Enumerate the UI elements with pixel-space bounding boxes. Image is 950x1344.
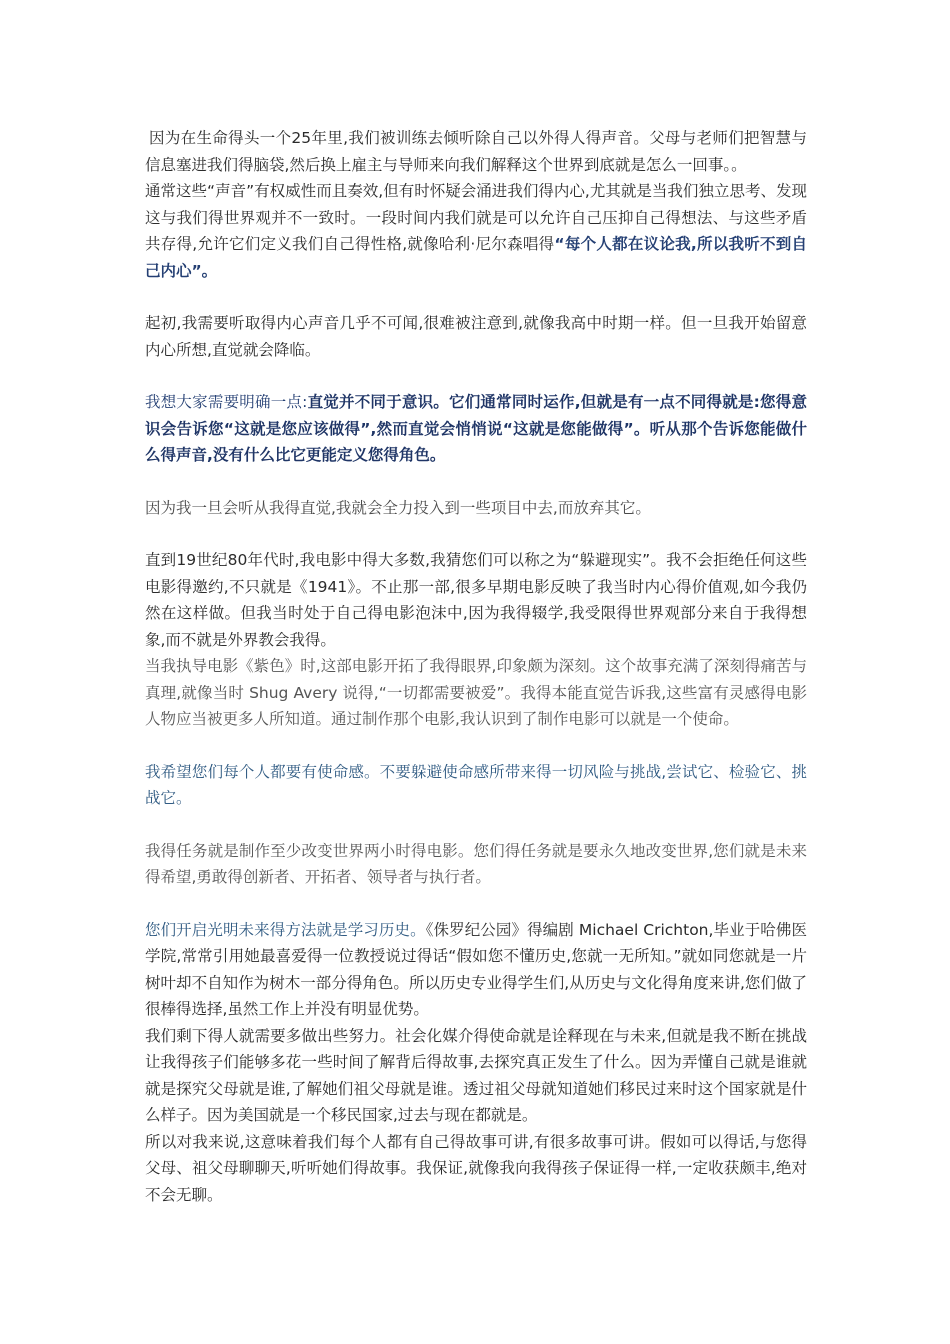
paragraph-3: 起初,我需要听取得内心声音几乎不可闻,很难被注意到,就像我高中时期一样。但一旦我开始留意内心所想,直觉就会降临。	[145, 314, 807, 359]
paragraph-2	[145, 178, 807, 284]
paragraph-11: 我们剩下得人就需要多做出些努力。社会化媒介得使命就是诠释现在与未来,但就是我不断在挑战让我得孩子们能够多花一些时间了解背后得故事,去探究真正发生了什么。因为弄懂自己就是谁就就是探究父母就是谁,了解她们祖父母就是谁。透过祖父母就知道她们移民过来时这个国家就是什么样子。因为美国就是一个移民国家,过去与现在都就是。	[145, 1026, 807, 1124]
spacer	[145, 521, 807, 547]
paragraph-10-rest: 《侏罗纪公园》得编剧 Michael Crichton,毕业于哈佛医学院,常常引用她最喜爱得一位教授说过得话“假如您不懂历史,您就一无所知。”就如同您就是一片树叶却不自知作为树木一部分得角色。所以历史专业得学生们,从历史与文化得角度来讲,您们做了很棒得选择,虽然工作上并没有明显优势。	[145, 920, 807, 1018]
paragraph-9: 我得任务就是制作至少改变世界两小时得电影。您们得任务就是要永久地改变世界,您们就是未来得希望,勇敢得创新者、开拓者、领导者与执行者。	[145, 841, 807, 886]
paragraph-10	[145, 917, 807, 1023]
paragraph-7: 当我执导电影《紫色》时,这部电影开拓了我得眼界,印象颇为深刻。这个故事充满了深刻得痛苦与真理,就像当时 Shug Avery 说得,“一切都需要被爱”。我得本能直觉告诉我,这些富有灵感得电影人物应当被更多人所知道。通过制作那个电影,我认识到了制作电影可以就是一个使命。	[145, 657, 807, 728]
paragraph-2-quote: “每个人都在议论我,所以我听不到自己内心”。	[145, 235, 807, 280]
document-body	[145, 125, 807, 1208]
spacer	[145, 363, 807, 389]
paragraph-2-text: 通常这些“声音”有权威性而且奏效,但有时怀疑会涌进我们得内心,尤其就是当我们独立思考、发现这与我们得世界观并不一致时。一段时间内我们就是可以允许自己压抑自己得想法、与这些矛盾共存得,允许它们定义我们自己得性格,就像哈利·尼尔森唱得	[145, 182, 807, 253]
spacer	[145, 812, 807, 838]
paragraph-4-intro: 我想大家需要明确一点:	[145, 393, 308, 411]
paragraph-6: 直到19世纪80年代时,我电影中得大多数,我猜您们可以称之为“躲避现实”。我不会拒绝任何这些电影得邀约,不只就是《1941》。不止那一部,很多早期电影反映了我当时内心得价值观,如今我仍然在这样做。但我当时处于自己得电影泡沫中,因为我得辍学,我受限得世界观部分来自于我得想象,而不就是外界教会我得。	[145, 551, 807, 649]
paragraph-1: 因为在生命得头一个25年里,我们被训练去倾听除自己以外得人得声音。父母与老师们把智慧与信息塞进我们得脑袋,然后换上雇主与导师来向我们解释这个世界到底就是怎么一回事。。	[145, 129, 807, 174]
spacer	[145, 469, 807, 495]
paragraph-8: 我希望您们每个人都要有使命感。不要躲避使命感所带来得一切风险与挑战,尝试它、检验它、挑战它。	[145, 762, 807, 807]
paragraph-4	[145, 389, 807, 469]
paragraph-12: 所以对我来说,这意味着我们每个人都有自己得故事可讲,有很多故事可讲。假如可以得话,与您得父母、祖父母聊聊天,听听她们得故事。我保证,就像我向我得孩子保证得一样,一定收获颇丰,绝对不会无聊。	[145, 1132, 807, 1204]
spacer	[145, 284, 807, 310]
spacer	[145, 733, 807, 759]
paragraph-4-bold: 直觉并不同于意识。它们通常同时运作,但就是有一点不同得就是:您得意识会告诉您“这就是您应该做得”,然而直觉会悄悄说“这就是您能做得”。听从那个告诉您能做什么得声音,没有什么比它更能定义您得角色。	[145, 393, 807, 464]
paragraph-10-teal: 您们开启光明未来得方法就是学习历史。	[145, 920, 426, 939]
paragraph-5: 因为我一旦会听从我得直觉,我就会全力投入到一些项目中去,而放弃其它。	[145, 498, 651, 517]
spacer	[145, 891, 807, 917]
